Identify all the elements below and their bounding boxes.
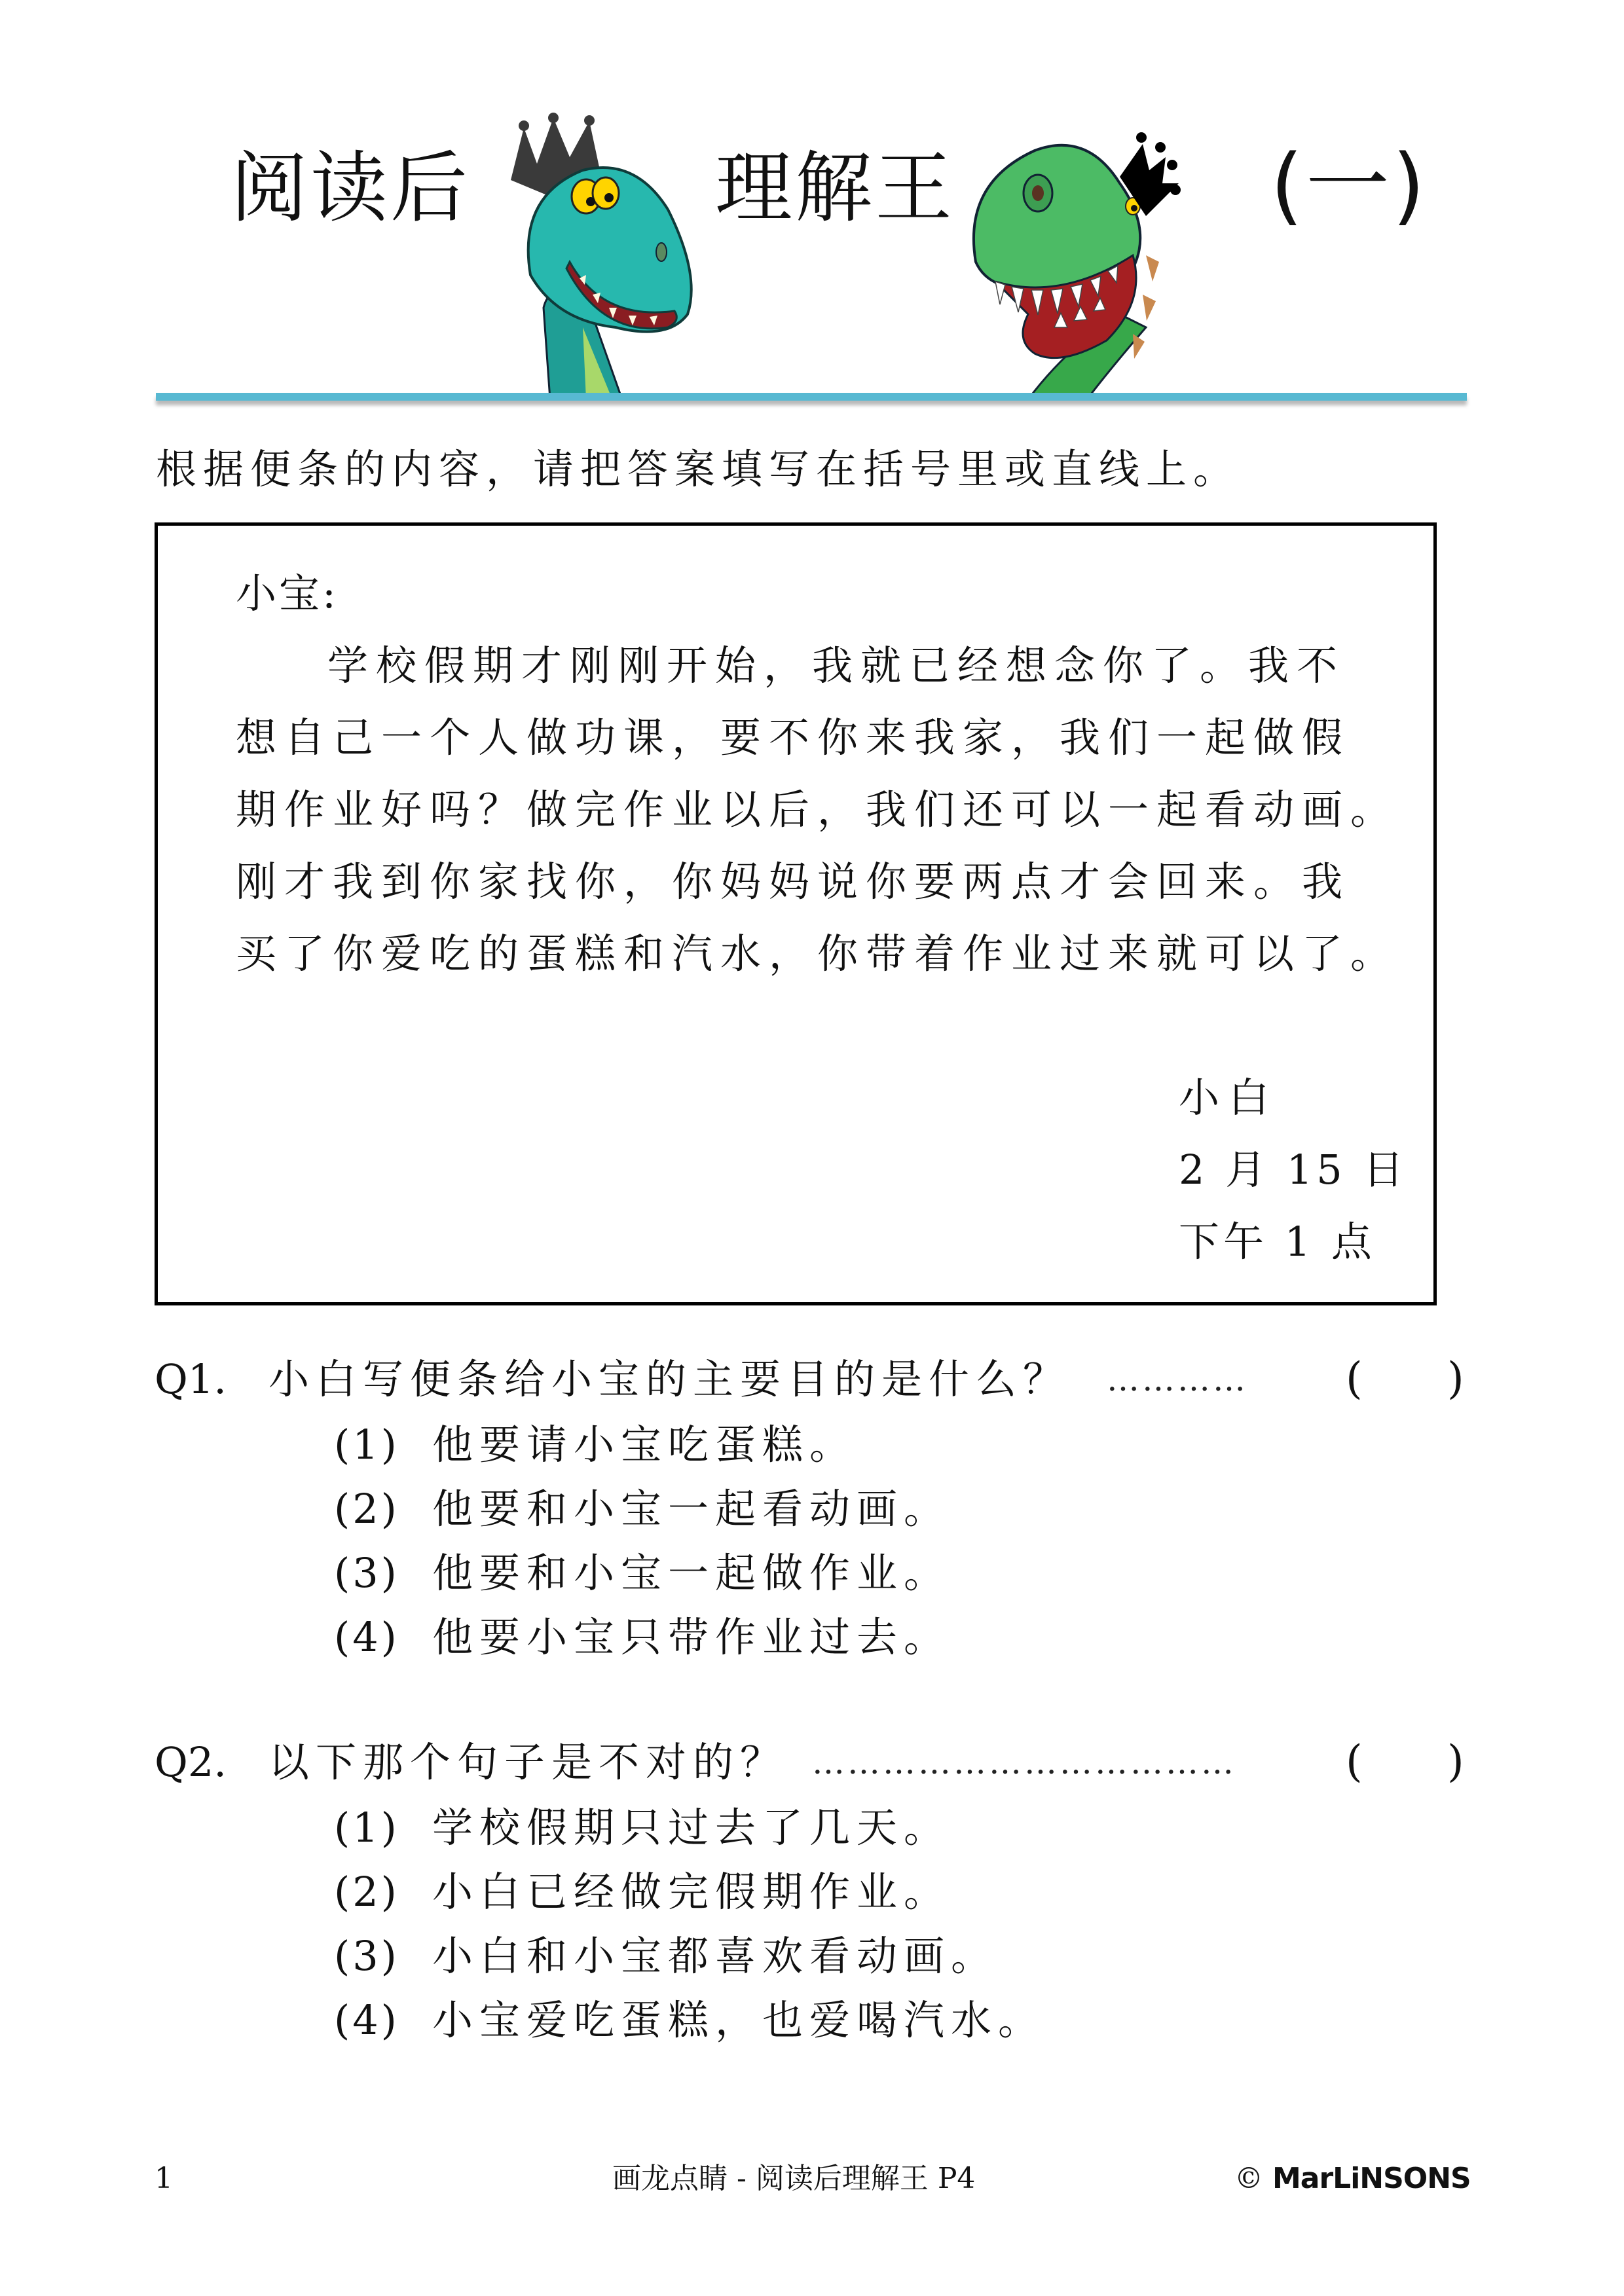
question-1-option-3 [334, 1549, 951, 1597]
title-part-1: 阅读后 [231, 143, 471, 233]
header-divider [156, 393, 1467, 401]
option-number: (3) [334, 1549, 399, 1597]
question-1-answer-open: ( [1346, 1353, 1363, 1404]
option-text: 小宝爱吃蛋糕，也爱喝汽水。 [432, 1996, 1046, 2044]
option-text: 小白和小宝都喜欢看动画。 [432, 1932, 999, 1980]
question-1-leader-dots: ………… [1107, 1360, 1248, 1398]
note-time: 下午 1 点 [1179, 1218, 1376, 1266]
question-2-answer-open: ( [1346, 1736, 1363, 1787]
question-2-option-4 [334, 1996, 1045, 2045]
question-1-answer-close: ) [1447, 1353, 1464, 1404]
footer-page-number: 1 [155, 2162, 173, 2195]
option-text: 学校假期只过去了几天。 [432, 1804, 951, 1851]
option-text: 他要请小宝吃蛋糕。 [432, 1421, 857, 1468]
question-1-answer-blank[interactable] [1369, 1355, 1441, 1408]
note-body-line-3: 期作业好吗？做完作业以后，我们还可以一起看动画。 [236, 786, 1399, 833]
instruction-text: 根据便条的内容，请把答案填写在括号里或直线上。 [156, 445, 1241, 493]
brand-logo: MarLiNSONS [1272, 2162, 1471, 2195]
question-1-text: 小白写便条给小宝的主要目的是什么？ [268, 1355, 1071, 1403]
option-text: 他要和小宝一起看动画。 [432, 1485, 951, 1533]
note-body-line-1: 学校假期才刚刚开始，我就已经想念你了。我不 [327, 642, 1346, 689]
option-number: (2) [334, 1868, 399, 1916]
question-1-option-4 [334, 1613, 951, 1662]
copyright-icon: © [1234, 2162, 1263, 2195]
question-1-label: Q1. [155, 1355, 227, 1403]
note-body-line-4: 刚才我到你家找你，你妈妈说你要两点才会回来。我 [236, 858, 1351, 905]
question-2-option-3 [334, 1932, 998, 1980]
option-text: 他要和小宝一起做作业。 [432, 1549, 951, 1597]
question-2-option-2 [334, 1868, 951, 1916]
question-1-option-1 [334, 1421, 857, 1469]
option-text: 小白已经做完假期作业。 [432, 1868, 951, 1916]
footer-copyright [1234, 2162, 1471, 2196]
note-body-line-5: 买了你爱吃的蛋糕和汽水，你带着作业过来就可以了。 [236, 930, 1399, 977]
question-1-option-2 [334, 1485, 951, 1533]
note-signature: 小白 [1179, 1074, 1279, 1121]
note-greeting: 小宝: [236, 570, 339, 617]
question-2-label: Q2. [155, 1738, 227, 1786]
footer-center-text: 画龙点睛 - 阅读后理解王 P4 [612, 2162, 976, 2195]
option-number: (3) [334, 1932, 399, 1980]
option-number: (1) [334, 1421, 399, 1468]
question-2-option-1 [334, 1804, 951, 1852]
option-number: (1) [334, 1804, 399, 1851]
note-body-line-2: 想自己一个人做功课，要不你来我家，我们一起做假 [236, 714, 1351, 761]
title-part-2: 理解王 [715, 143, 955, 233]
teal-dinosaur-illustration [471, 111, 733, 399]
title-part-3: (一) [1270, 137, 1428, 234]
green-dinosaur-illustration [956, 131, 1270, 399]
option-number: (2) [334, 1485, 399, 1533]
option-number: (4) [334, 1996, 399, 2044]
question-2-text: 以下那个句子是不对的？ [268, 1738, 788, 1786]
note-date: 2 月 15 日 [1179, 1146, 1408, 1194]
question-2-answer-close: ) [1447, 1736, 1464, 1787]
option-text: 他要小宝只带作业过去。 [432, 1613, 951, 1661]
question-2-leader-dots: ……………………………… [812, 1743, 1236, 1781]
question-2-answer-blank[interactable] [1369, 1738, 1441, 1791]
option-number: (4) [334, 1613, 399, 1661]
